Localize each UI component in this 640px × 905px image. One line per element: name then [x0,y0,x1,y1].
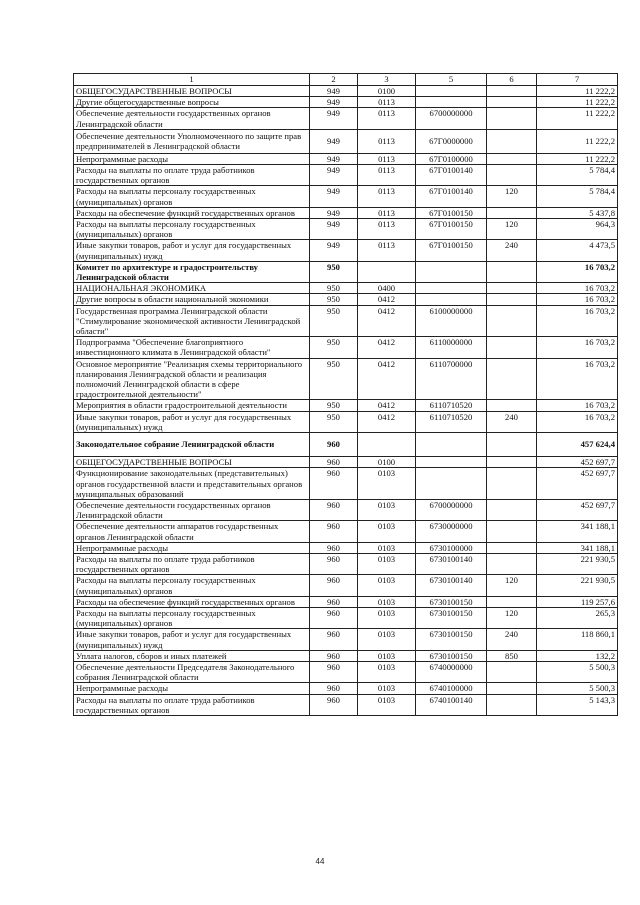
table-row [74,683,618,694]
amount-cell: 16 703,2 [537,411,618,432]
column-number: 2 [310,74,358,86]
target-article-cell: 6110710520 [416,400,487,411]
amount-cell: 16 703,2 [537,261,618,282]
expense-name-cell: Комитет по архитектуре и градостроительству Ленинградской области [74,261,310,282]
section-code-cell: 0103 [358,468,416,500]
expense-type-cell [487,521,537,542]
target-article-cell: 6730100150 [416,607,487,628]
section-code-cell: 0113 [358,207,416,218]
section-code-cell: 0113 [358,240,416,261]
section-code-cell: 0412 [358,337,416,358]
table-row [74,468,618,500]
expense-name-cell: Функционирование законодательных (представительных) органов государственной власти и представительных органов муниципальных образований [74,468,310,500]
section-code-cell: 0113 [358,153,416,164]
target-article-cell: 6740100140 [416,694,487,715]
target-article-cell [416,283,487,294]
target-article-cell [416,468,487,500]
section-code-cell: 0103 [358,629,416,650]
amount-cell: 119 257,6 [537,596,618,607]
table-row [74,153,618,164]
expense-name-cell: Уплата налогов, сборов и иных платежей [74,650,310,661]
amount-cell: 5 784,4 [537,186,618,207]
target-article-cell: 6700000000 [416,499,487,520]
target-article-cell: 67Г0100140 [416,165,487,186]
target-article-cell: 67Г0100150 [416,207,487,218]
expense-name-cell: Мероприятия в области градостроительной деятельности [74,400,310,411]
target-article-cell: 67Г0100140 [416,186,487,207]
expense-type-cell: 240 [487,629,537,650]
target-article-cell [416,261,487,282]
section-code-cell: 0412 [358,411,416,432]
expense-name-cell: Расходы на выплаты персоналу государственных (муниципальных) органов [74,575,310,596]
section-code-cell: 0103 [358,596,416,607]
ministry-code-cell: 950 [310,358,358,400]
amount-cell: 16 703,2 [537,283,618,294]
section-code-cell: 0103 [358,683,416,694]
expense-name-cell: НАЦИОНАЛЬНАЯ ЭКОНОМИКА [74,283,310,294]
ministry-code-cell: 950 [310,261,358,282]
ministry-code-cell: 960 [310,433,358,457]
expense-name-cell: Расходы на обеспечение функций государственных органов [74,207,310,218]
section-code-cell: 0412 [358,400,416,411]
expense-name-cell: Законодательное собрание Ленинградской области [74,433,310,457]
expense-type-cell: 120 [487,186,537,207]
target-article-cell [416,433,487,457]
amount-cell: 341 188,1 [537,542,618,553]
expense-name-cell: Расходы на выплаты по оплате труда работников государственных органов [74,553,310,574]
section-code-cell: 0400 [358,283,416,294]
table-row [74,337,618,358]
ministry-code-cell: 949 [310,219,358,240]
ministry-code-cell: 949 [310,97,358,108]
expense-name-cell: Иные закупки товаров, работ и услуг для государственных (муниципальных) нужд [74,411,310,432]
column-number: 3 [358,74,416,86]
target-article-cell: 67Г0000000 [416,129,487,153]
section-code-cell: 0113 [358,186,416,207]
amount-cell: 5 500,3 [537,661,618,682]
amount-cell: 16 703,2 [537,294,618,305]
amount-cell: 5 437,8 [537,207,618,218]
ministry-code-cell: 949 [310,153,358,164]
target-article-cell: 6110000000 [416,337,487,358]
target-article-cell [416,294,487,305]
table-row [74,261,618,282]
table-row [74,129,618,153]
expense-name-cell: Непрограммные расходы [74,542,310,553]
target-article-cell: 6730100140 [416,575,487,596]
amount-cell: 452 697,7 [537,457,618,468]
expense-name-cell: Обеспечение деятельности Председателя Законодательного собрания Ленинградской области [74,661,310,682]
table-row [74,207,618,218]
expense-type-cell [487,129,537,153]
table-row [74,499,618,520]
section-code-cell: 0100 [358,86,416,97]
table-row [74,629,618,650]
expense-name-cell: Непрограммные расходы [74,683,310,694]
ministry-code-cell: 960 [310,650,358,661]
ministry-code-cell: 950 [310,411,358,432]
expense-name-cell: Другие вопросы в области национальной экономики [74,294,310,305]
target-article-cell: 6110700000 [416,358,487,400]
expense-type-cell [487,358,537,400]
target-article-cell: 6740000000 [416,661,487,682]
expense-type-cell: 120 [487,575,537,596]
expense-name-cell: Непрограммные расходы [74,153,310,164]
ministry-code-cell: 960 [310,468,358,500]
table-row [74,542,618,553]
target-article-cell: 6100000000 [416,305,487,337]
table-row [74,240,618,261]
expense-name-cell: Основное мероприятие "Реализация схемы территориального планирования Ленинградской области и реализация полномочий Ленинградской области в сфере градостроительной деятельности" [74,358,310,400]
expense-type-cell [487,283,537,294]
section-code-cell: 0103 [358,575,416,596]
expense-type-cell [487,294,537,305]
table-row [74,283,618,294]
ministry-code-cell: 960 [310,575,358,596]
target-article-cell: 67Г0100150 [416,240,487,261]
budget-table [73,73,618,716]
table-row [74,108,618,129]
expense-name-cell: Расходы на обеспечение функций государственных органов [74,596,310,607]
section-code-cell: 0103 [358,521,416,542]
section-code-cell: 0103 [358,661,416,682]
expense-type-cell [487,661,537,682]
table-row [74,97,618,108]
expense-name-cell: Расходы на выплаты персоналу государственных (муниципальных) органов [74,186,310,207]
expense-type-cell [487,337,537,358]
expense-type-cell [487,261,537,282]
amount-cell: 16 703,2 [537,400,618,411]
column-number: 5 [416,74,487,86]
ministry-code-cell: 949 [310,240,358,261]
expense-type-cell: 240 [487,411,537,432]
ministry-code-cell: 950 [310,400,358,411]
ministry-code-cell: 960 [310,542,358,553]
ministry-code-cell: 949 [310,165,358,186]
section-code-cell: 0113 [358,97,416,108]
expense-type-cell [487,542,537,553]
expense-type-cell: 120 [487,607,537,628]
expense-type-cell [487,457,537,468]
expense-type-cell [487,165,537,186]
table-row [74,596,618,607]
expense-name-cell: Обеспечение деятельности аппаратов государственных органов Ленинградской области [74,521,310,542]
amount-cell: 118 860,1 [537,629,618,650]
expense-type-cell [487,400,537,411]
section-code-cell: 0100 [358,457,416,468]
expense-type-cell [487,596,537,607]
ministry-code-cell: 949 [310,207,358,218]
section-code-cell: 0103 [358,499,416,520]
amount-cell: 11 222,2 [537,97,618,108]
column-number-row [74,74,618,86]
table-row [74,607,618,628]
expense-name-cell: Обеспечение деятельности Уполномоченного по защите прав предпринимателей в Ленинградской области [74,129,310,153]
expense-type-cell [487,153,537,164]
column-number: 1 [74,74,310,86]
expense-name-cell: ОБЩЕГОСУДАРСТВЕННЫЕ ВОПРОСЫ [74,457,310,468]
ministry-code-cell: 960 [310,694,358,715]
expense-type-cell [487,433,537,457]
expense-type-cell [487,694,537,715]
expense-name-cell: Расходы на выплаты персоналу государственных (муниципальных) органов [74,607,310,628]
ministry-code-cell: 960 [310,457,358,468]
ministry-code-cell: 950 [310,337,358,358]
target-article-cell: 6110710520 [416,411,487,432]
table-row [74,186,618,207]
amount-cell: 11 222,2 [537,129,618,153]
amount-cell: 221 930,5 [537,575,618,596]
table-row [74,411,618,432]
amount-cell: 132,2 [537,650,618,661]
page-number: 44 [315,857,325,866]
expense-name-cell: Расходы на выплаты по оплате труда работников государственных органов [74,165,310,186]
target-article-cell [416,457,487,468]
amount-cell: 5 784,4 [537,165,618,186]
table-body [74,86,618,716]
table-row [74,575,618,596]
table-row [74,86,618,97]
section-code-cell [358,261,416,282]
expense-type-cell [487,468,537,500]
target-article-cell: 6700000000 [416,108,487,129]
target-article-cell: 6730000000 [416,521,487,542]
expense-type-cell: 120 [487,219,537,240]
section-code-cell: 0113 [358,108,416,129]
target-article-cell: 67Г0100150 [416,219,487,240]
expense-name-cell: Иные закупки товаров, работ и услуг для государственных (муниципальных) нужд [74,240,310,261]
table-row [74,305,618,337]
amount-cell: 11 222,2 [537,153,618,164]
amount-cell: 265,3 [537,607,618,628]
ministry-code-cell: 960 [310,661,358,682]
section-code-cell: 0103 [358,650,416,661]
ministry-code-cell: 949 [310,129,358,153]
ministry-code-cell: 960 [310,629,358,650]
amount-cell: 341 188,1 [537,521,618,542]
section-code-cell: 0412 [358,305,416,337]
table-row [74,650,618,661]
amount-cell: 964,3 [537,219,618,240]
table-row [74,219,618,240]
section-code-cell: 0103 [358,553,416,574]
amount-cell: 452 697,7 [537,499,618,520]
section-code-cell: 0412 [358,294,416,305]
section-code-cell: 0113 [358,219,416,240]
target-article-cell: 6730100140 [416,553,487,574]
expense-name-cell: Государственная программа Ленинградской области "Стимулирование экономической активности Ленинградской области" [74,305,310,337]
ministry-code-cell: 950 [310,283,358,294]
expense-type-cell [487,108,537,129]
expense-name-cell: Иные закупки товаров, работ и услуг для государственных (муниципальных) нужд [74,629,310,650]
expense-type-cell [487,683,537,694]
ministry-code-cell: 960 [310,607,358,628]
section-code-cell [358,433,416,457]
ministry-code-cell: 949 [310,186,358,207]
expense-name-cell: Обеспечение деятельности государственных органов Ленинградской области [74,499,310,520]
section-code-cell: 0103 [358,542,416,553]
ministry-code-cell: 960 [310,521,358,542]
section-code-cell: 0113 [358,165,416,186]
target-article-cell: 6730100150 [416,596,487,607]
amount-cell: 221 930,5 [537,553,618,574]
amount-cell: 16 703,2 [537,305,618,337]
expense-type-cell [487,553,537,574]
amount-cell: 16 703,2 [537,358,618,400]
ministry-code-cell: 950 [310,294,358,305]
table-row [74,457,618,468]
expense-type-cell [487,499,537,520]
table-row [74,553,618,574]
amount-cell: 4 473,5 [537,240,618,261]
ministry-code-cell: 960 [310,499,358,520]
section-code-cell: 0412 [358,358,416,400]
section-code-cell: 0103 [358,607,416,628]
target-article-cell: 6730100000 [416,542,487,553]
amount-cell: 11 222,2 [537,108,618,129]
column-number: 6 [487,74,537,86]
expense-name-cell: Расходы на выплаты по оплате труда работников государственных органов [74,694,310,715]
amount-cell: 5 143,3 [537,694,618,715]
table-row [74,358,618,400]
ministry-code-cell: 960 [310,596,358,607]
ministry-code-cell: 949 [310,108,358,129]
target-article-cell: 6730100150 [416,650,487,661]
expense-name-cell: Расходы на выплаты персоналу государственных (муниципальных) органов [74,219,310,240]
expense-type-cell [487,207,537,218]
expense-type-cell [487,305,537,337]
expense-name-cell: ОБЩЕГОСУДАРСТВЕННЫЕ ВОПРОСЫ [74,86,310,97]
table-row [74,165,618,186]
ministry-code-cell: 950 [310,305,358,337]
expense-type-cell: 850 [487,650,537,661]
target-article-cell [416,86,487,97]
table-row [74,433,618,457]
expense-type-cell: 240 [487,240,537,261]
amount-cell: 457 624,4 [537,433,618,457]
column-number: 7 [537,74,618,86]
amount-cell: 11 222,2 [537,86,618,97]
table-row [74,400,618,411]
expense-type-cell [487,86,537,97]
section-code-cell: 0113 [358,129,416,153]
expense-type-cell [487,97,537,108]
table-row [74,661,618,682]
table-row [74,694,618,715]
expense-name-cell: Обеспечение деятельности государственных органов Ленинградской области [74,108,310,129]
ministry-code-cell: 960 [310,553,358,574]
target-article-cell [416,97,487,108]
table-row [74,294,618,305]
ministry-code-cell: 949 [310,86,358,97]
section-code-cell: 0103 [358,694,416,715]
ministry-code-cell: 960 [310,683,358,694]
target-article-cell: 6730100150 [416,629,487,650]
expense-name-cell: Другие общегосударственные вопросы [74,97,310,108]
amount-cell: 5 500,3 [537,683,618,694]
target-article-cell: 6740100000 [416,683,487,694]
amount-cell: 16 703,2 [537,337,618,358]
amount-cell: 452 697,7 [537,468,618,500]
table-row [74,521,618,542]
expense-name-cell: Подпрограмма "Обеспечение благоприятного инвестиционного климата в Ленинградской области" [74,337,310,358]
target-article-cell: 67Г0100000 [416,153,487,164]
